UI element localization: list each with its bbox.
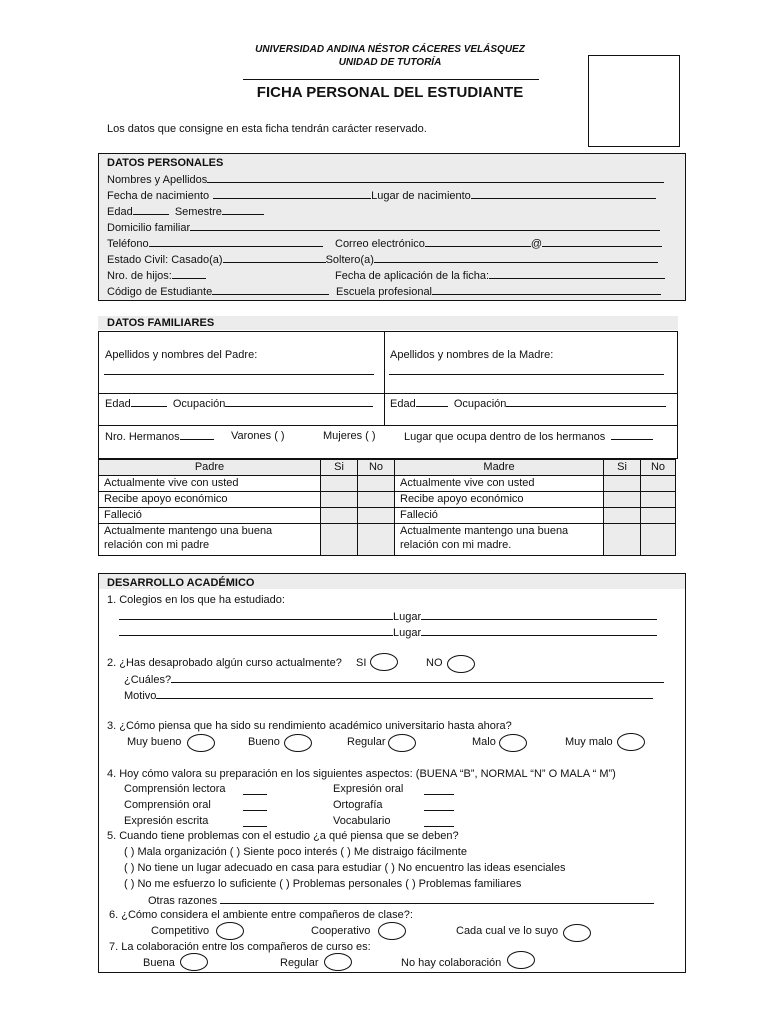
col-padre-no: No (358, 460, 395, 476)
q6-opt-label: Competitivo (151, 925, 210, 937)
table-row (99, 508, 676, 524)
q3-option-regular[interactable] (388, 734, 416, 752)
family-heading: DATOS FAMILIARES (107, 317, 215, 329)
padre-row-line-1: Actualmente mantengo una buena (104, 525, 273, 537)
photo-box[interactable] (588, 55, 680, 147)
q3-option-muy-malo[interactable] (617, 733, 645, 751)
confidential-notice: Los datos que consigne en esta ficha tendrán carácter reservado. (107, 123, 427, 135)
field-hijos[interactable] (107, 268, 206, 283)
madre-row-label: Falleció (395, 508, 604, 524)
q4-answer-line[interactable] (424, 810, 454, 811)
label-padre-edad: Edad (105, 398, 131, 410)
q2-si-label: SI (356, 657, 367, 669)
university-name: UNIVERSIDAD ANDINA NÉSTOR CÁCERES VELÁSQUEZ (255, 44, 525, 55)
field-padre-edad-ocupacion[interactable] (105, 396, 373, 411)
col-madre: Madre (395, 460, 604, 476)
checkbox-cell[interactable] (321, 508, 358, 524)
q1-line-2[interactable] (119, 625, 657, 640)
q2-label: 2. ¿Has desaprobado algún curso actualmente? (107, 657, 342, 669)
field-cuales[interactable] (124, 672, 664, 687)
label-at: @ (530, 238, 543, 250)
label-motivo: Motivo (124, 690, 157, 702)
col-padre: Padre (99, 460, 321, 476)
q5-options-line[interactable]: ( ) Mala organización ( ) Siente poco interés ( ) Me distraigo fácilmente (124, 846, 467, 858)
q2-no-label: NO (426, 657, 443, 669)
q3-label: 3. ¿Cómo piensa que ha sido su rendimiento académico universitario hasta ahora? (107, 720, 512, 732)
q7-option-regular[interactable] (324, 953, 352, 971)
q4-answer-line[interactable] (243, 794, 267, 795)
parents-table (98, 459, 676, 556)
checkbox-cell[interactable] (604, 508, 641, 524)
q7-option-no-hay[interactable] (507, 951, 535, 969)
field-correo[interactable] (335, 236, 662, 251)
label-fecha-nac: Fecha de nacimiento (107, 190, 210, 202)
label-madre-edad: Edad (390, 398, 416, 410)
field-lugar-hermanos[interactable] (404, 429, 653, 444)
q4-left-item: Comprensión oral (124, 799, 211, 811)
col-madre-no: No (641, 460, 676, 476)
q5-label: 5. Cuando tiene problemas con el estudio ¿a qué piensa que se deben? (107, 830, 459, 842)
q5-options-line[interactable]: ( ) No me esfuerzo lo suficiente ( ) Problemas personales ( ) Problemas familiares (124, 878, 522, 890)
q1-label: 1. Colegios en los que ha estudiado: (107, 594, 285, 606)
q4-right-item: Vocabulario (333, 815, 391, 827)
checkbox-cell[interactable] (358, 524, 395, 556)
label-mujeres[interactable]: Mujeres ( ) (323, 430, 376, 442)
header-rule (243, 79, 539, 80)
page-title: FICHA PERSONAL DEL ESTUDIANTE (256, 84, 524, 101)
field-edad-semestre[interactable] (107, 204, 264, 219)
label-telefono: Teléfono (107, 238, 149, 250)
field-motivo[interactable] (124, 688, 653, 703)
q7-option-buena[interactable] (180, 953, 208, 971)
label-fecha-ficha: Fecha de aplicación de la ficha: (335, 270, 490, 282)
field-madre-edad-ocupacion[interactable] (390, 396, 666, 411)
q2-no-option[interactable] (447, 655, 475, 673)
label-padre-ocupacion: Ocupación (172, 398, 226, 410)
q6-opt-label: Cooperativo (311, 925, 371, 937)
q4-answer-line[interactable] (243, 810, 267, 811)
madre-row-label (395, 524, 604, 556)
label-codigo: Código de Estudiante (107, 286, 213, 298)
q4-right-item: Expresión oral (333, 783, 404, 795)
q3-opt-label: Muy malo (565, 736, 613, 748)
q7-opt-label: Buena (143, 957, 175, 969)
checkbox-cell[interactable] (321, 492, 358, 508)
label-domicilio: Domicilio familiar (107, 222, 191, 234)
q4-answer-line[interactable] (424, 826, 454, 827)
checkbox-cell[interactable] (358, 492, 395, 508)
academic-heading: DESARROLLO ACADÉMICO (107, 577, 255, 589)
q3-option-malo[interactable] (499, 734, 527, 752)
label-varones[interactable]: Varones ( ) (231, 430, 285, 442)
label-madre-nombres: Apellidos y nombres de la Madre: (390, 349, 554, 361)
input-padre-nombres[interactable] (104, 374, 374, 375)
checkbox-cell[interactable] (641, 476, 676, 492)
field-estado-civil[interactable] (107, 252, 658, 267)
q2-si-option[interactable] (370, 653, 398, 671)
q7-opt-label: No hay colaboración (401, 957, 502, 969)
padre-row-label: Recibe apoyo económico (99, 492, 321, 508)
col-padre-si: Si (321, 460, 358, 476)
q4-label: 4. Hoy cómo valora su preparación en los siguientes aspectos: (BUENA “B”, NORMAL “N” O MALA “ M”) (107, 768, 616, 780)
madre-row-label: Actualmente vive con usted (395, 476, 604, 492)
checkbox-cell[interactable] (641, 492, 676, 508)
field-nombres[interactable] (107, 172, 664, 187)
q3-option-muy-bueno[interactable] (187, 734, 215, 752)
label-lugar-nac: Lugar de nacimiento (371, 190, 471, 202)
q3-option-bueno[interactable] (284, 734, 312, 752)
table-row (99, 476, 676, 492)
field-otras-razones[interactable] (148, 893, 654, 908)
label-correo: Correo electrónico (335, 238, 425, 250)
input-madre-nombres[interactable] (389, 374, 664, 375)
padre-row-label: Falleció (99, 508, 321, 524)
q7-opt-label: Regular (280, 957, 319, 969)
checkbox-cell[interactable] (358, 476, 395, 492)
madre-row-line-1: Actualmente mantengo una buena (400, 525, 569, 537)
checkbox-cell[interactable] (604, 476, 641, 492)
q6-opt-label: Cada cual ve lo suyo (456, 925, 559, 937)
family-rule-2 (98, 425, 677, 426)
q4-left-item: Comprensión lectora (124, 783, 226, 795)
field-codigo[interactable] (107, 284, 329, 299)
q4-right-item: Ortografía (333, 799, 383, 811)
q6-option-cada-cual[interactable] (563, 924, 591, 942)
checkbox-cell[interactable] (641, 524, 676, 556)
madre-row-line-2: relación con mi madre. (400, 539, 512, 551)
q6-label: 6. ¿Cómo considera el ambiente entre compañeros de clase?: (109, 909, 413, 921)
label-otras: Otras razones (148, 895, 218, 907)
label-semestre: Semestre (174, 206, 222, 218)
label-soltero: Soltero(a) (325, 254, 374, 266)
personal-heading: DATOS PERSONALES (107, 157, 224, 169)
q3-opt-label: Muy bueno (127, 736, 182, 748)
q4-left-item: Expresión escrita (124, 815, 209, 827)
label-hijos: Nro. de hijos: (107, 270, 172, 282)
label-lugar-1: Lugar (393, 611, 422, 623)
field-fecha-ficha[interactable] (335, 268, 665, 283)
label-nombres: Nombres y Apellidos (107, 174, 208, 186)
checkbox-cell[interactable] (641, 508, 676, 524)
label-cuales: ¿Cuáles? (124, 674, 172, 686)
family-divider (384, 331, 385, 426)
table-row (99, 524, 676, 556)
q3-opt-label: Bueno (248, 736, 280, 748)
field-telefono[interactable] (107, 236, 323, 251)
checkbox-cell[interactable] (604, 524, 641, 556)
label-lugar-hermanos: Lugar que ocupa dentro de los hermanos (404, 431, 606, 443)
checkbox-cell[interactable] (604, 492, 641, 508)
label-estado-civil: Estado Civil: Casado(a) (107, 254, 223, 266)
label-madre-ocupacion: Ocupación (453, 398, 507, 410)
field-fecha-nac[interactable] (107, 188, 656, 203)
padre-row-label: Actualmente vive con usted (99, 476, 321, 492)
q6-option-cooperativo[interactable] (378, 922, 406, 940)
q1-line-1[interactable] (119, 609, 657, 624)
q3-opt-label: Regular (347, 736, 386, 748)
field-domicilio[interactable] (107, 220, 660, 235)
checkbox-cell[interactable] (358, 508, 395, 524)
field-escuela[interactable] (336, 284, 661, 299)
label-hermanos: Nro. Hermanos (105, 431, 180, 443)
col-madre-si: Si (604, 460, 641, 476)
table-row (99, 492, 676, 508)
table-header-row (99, 460, 676, 476)
madre-row-label: Recibe apoyo económico (395, 492, 604, 508)
q4-answer-line[interactable] (424, 794, 454, 795)
q3-opt-label: Malo (472, 736, 496, 748)
q5-options-line[interactable]: ( ) No tiene un lugar adecuado en casa para estudiar ( ) No encuentro las ideas esenciales (124, 862, 566, 874)
checkbox-cell[interactable] (321, 476, 358, 492)
checkbox-cell[interactable] (321, 524, 358, 556)
label-edad: Edad (107, 206, 133, 218)
padre-row-line-2: relación con mi padre (104, 539, 210, 551)
q4-answer-line[interactable] (243, 826, 267, 827)
label-lugar-2: Lugar (393, 627, 422, 639)
unit-name: UNIDAD DE TUTORÍA (338, 57, 442, 68)
padre-row-label (99, 524, 321, 556)
label-escuela: Escuela profesional (336, 286, 433, 298)
family-rule-1 (98, 393, 677, 394)
q6-option-competitivo[interactable] (216, 922, 244, 940)
q7-label: 7. La colaboración entre los compañeros de curso es: (109, 941, 371, 953)
field-hermanos[interactable] (105, 429, 214, 444)
label-padre-nombres: Apellidos y nombres del Padre: (105, 349, 258, 361)
